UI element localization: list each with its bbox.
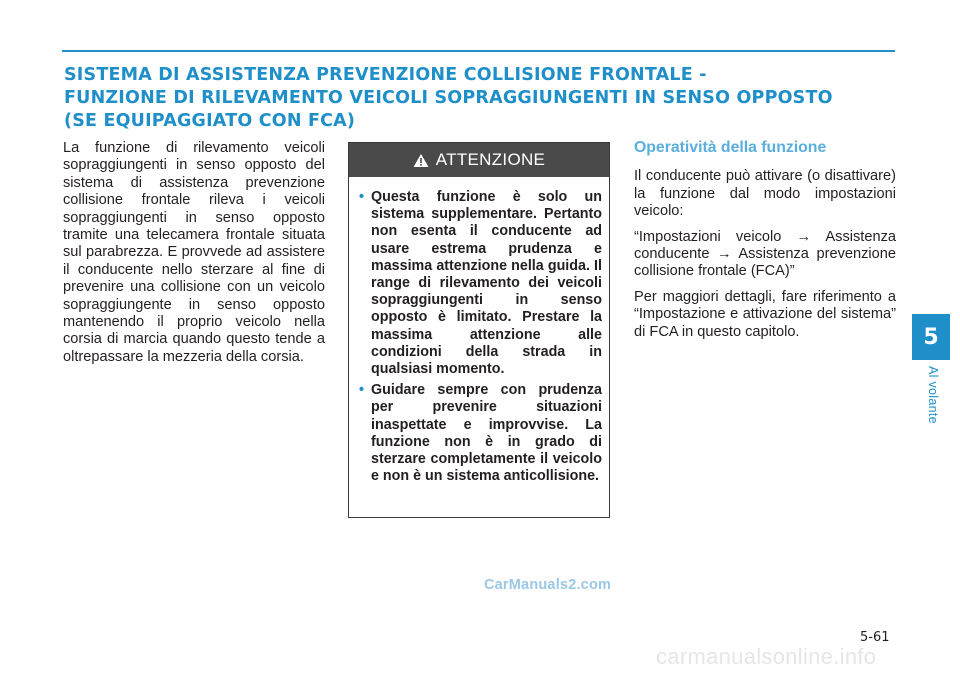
operation-paragraph-1: Il conducente può attivare (o disattivare) la funzione dal modo impostazioni veicolo:	[634, 168, 896, 220]
bullet-icon: •	[359, 382, 365, 399]
intro-paragraph: La funzione di rilevamento veicoli sopraggiungenti in senso opposto del sistema di assistenza prevenzione collisione frontale rileva i veicoli sopraggiungenti in senso opposto tramite una telecamera frontale situata sul parabrezza. E provvede ad assistere il conducente nello sterzare al fine di prevenire una collisione con un veicolo sopraggiungente in senso opposto mantenendo il proprio veicolo nella corsia di marcia quando questo tende a oltrepassare la mezzeria della corsia.	[63, 140, 325, 365]
warning-body	[349, 177, 609, 485]
chapter-label: Al volante	[926, 366, 940, 424]
warning-item-text: Guidare sempre con prudenza per prevenire situazioni inaspettate e improvvise. La funzione non è in grado di sterzare completamente il veicolo e non è un sistema anticollisione.	[371, 382, 602, 485]
operation-section	[634, 139, 896, 349]
operation-paragraph-2: “Impostazioni veicolo → Assistenza conducente → Assistenza prevenzione collisione frontale (FCA)”	[634, 228, 896, 280]
chapter-tab: 5	[912, 314, 950, 360]
warning-box	[348, 142, 610, 518]
operation-title: Operatività della funzione	[634, 139, 827, 156]
watermark: CarManuals2.com	[484, 577, 612, 593]
footer-watermark: carmanualsonline.info	[656, 644, 877, 669]
heading-line-3: (SE EQUIPAGGIATO CON FCA)	[64, 111, 356, 131]
page-number: 5-61	[860, 630, 890, 645]
heading-line-1: SISTEMA DI ASSISTENZA PREVENZIONE COLLISIONE FRONTALE -	[64, 65, 707, 85]
warning-title: ATTENZIONE	[435, 150, 546, 169]
top-rule	[62, 50, 895, 52]
warning-item-text: Questa funzione è solo un sistema supplementare. Pertanto non esenta il conducente ad usare estrema prudenza e massima attenzione nella guida. Il range di rilevamento dei veicoli sopraggiungenti in senso opposto è limitato. Prestare la massima attenzione alle condizioni della strada in qualsiasi momento.	[371, 189, 602, 378]
warning-header	[349, 143, 609, 177]
section-heading	[64, 64, 894, 133]
bullet-icon: •	[359, 189, 365, 205]
heading-line-2: FUNZIONE DI RILEVAMENTO VEICOLI SOPRAGGIUNGENTI IN SENSO OPPOSTO	[64, 88, 833, 108]
warning-item	[359, 189, 602, 378]
operation-paragraph-3: Per maggiori dettagli, fare riferimento a “Impostazione e attivazione del sistema” di FCA in questo capitolo.	[634, 288, 896, 340]
warning-item	[359, 382, 602, 485]
warning-triangle-icon	[413, 153, 429, 168]
